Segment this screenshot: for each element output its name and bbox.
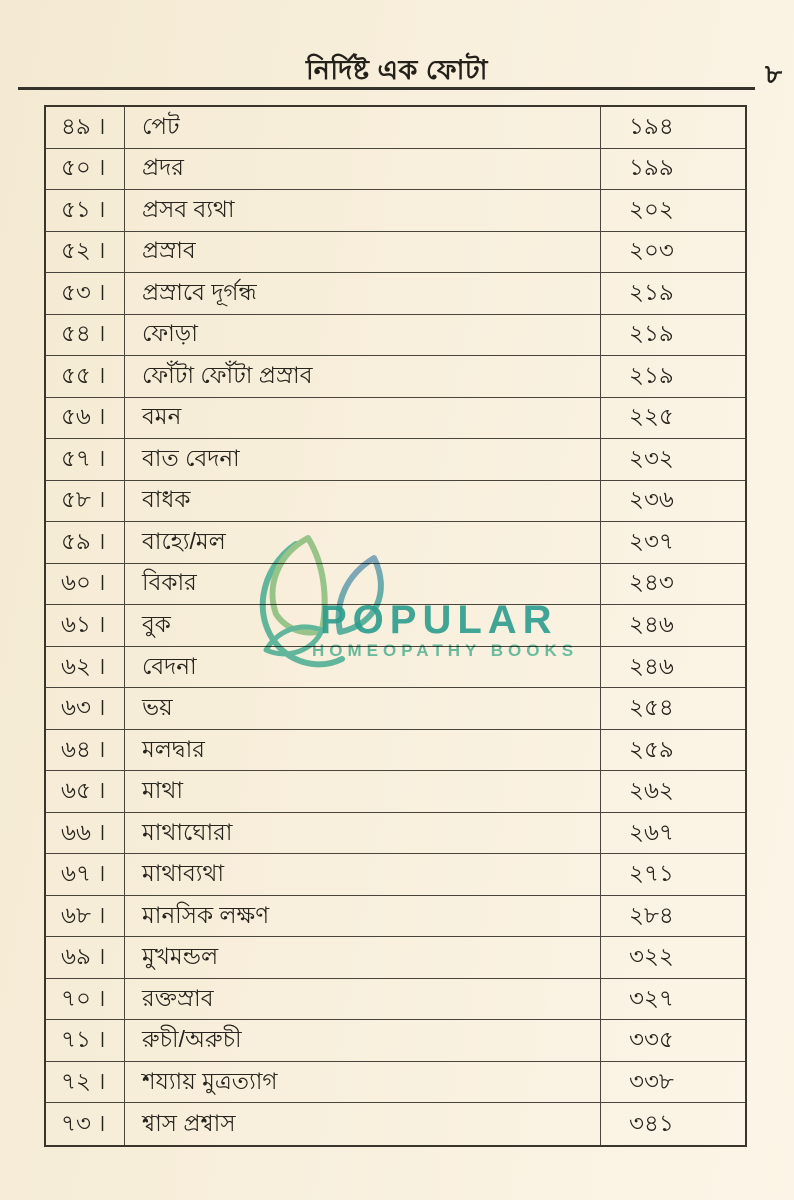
cell-title: বমন [124, 398, 600, 439]
watermark-brand-text: POPULAR [320, 598, 558, 642]
table-row [46, 979, 745, 1021]
cell-title: বাধক [124, 481, 600, 522]
cell-serial: ৫৮ । [61, 486, 106, 513]
cell-page-number: ২৭১ [600, 854, 745, 895]
cell-title: বিকার [124, 564, 600, 605]
cell-serial: ৬৭ । [61, 860, 106, 887]
cell-serial: ৬৩ । [61, 694, 106, 721]
table-row [46, 647, 745, 689]
table-row [46, 481, 745, 523]
cell-title: ফোঁটা ফোঁটা প্রস্রাব [124, 356, 600, 397]
table-row [46, 107, 745, 149]
table-row [46, 854, 745, 896]
cell-page-number: ২১৯ [600, 356, 745, 397]
cell-serial: ৬৮ । [61, 901, 106, 928]
cell-title: পেট [124, 107, 600, 148]
table-row [46, 273, 745, 315]
table-row [46, 190, 745, 232]
table-row [46, 439, 745, 481]
cell-title: ফোড়া [124, 315, 600, 356]
cell-title: মাথা [124, 771, 600, 812]
cell-page-number: ২১৯ [600, 273, 745, 314]
cell-title: রুচী/অরুচী [124, 1020, 600, 1061]
watermark-tagline-text: HOMEOPATHY BOOKS [312, 641, 579, 660]
cell-serial: ৫১ । [61, 195, 106, 222]
cell-title: মলদ্বার [124, 730, 600, 771]
table-row [46, 688, 745, 730]
table-row [46, 1062, 745, 1104]
cell-page-number: ২৩৭ [600, 522, 745, 563]
cell-serial: ৬১ । [61, 610, 106, 637]
cell-title: মাথাব্যথা [124, 854, 600, 895]
cell-title: প্রসব ব্যথা [124, 190, 600, 231]
header-rule [18, 87, 755, 90]
cell-title: শ্বাস প্রশ্বাস [124, 1103, 600, 1145]
cell-title: ভয় [124, 688, 600, 729]
table-row [46, 232, 745, 274]
cell-page-number: ৩২৭ [600, 979, 745, 1020]
cell-serial: ৬৯ । [61, 943, 106, 970]
cell-serial: ৬৪ । [61, 735, 106, 762]
table-row [46, 1020, 745, 1062]
cell-title: শয্যায় মুত্রত্যাগ [124, 1062, 600, 1103]
cell-page-number: ৩৪১ [600, 1103, 745, 1145]
table-row [46, 730, 745, 772]
cell-serial: ৫৩ । [61, 278, 106, 305]
table-row [46, 564, 745, 606]
cell-serial: ৫৯ । [61, 527, 106, 554]
cell-serial: ৫৬ । [61, 403, 106, 430]
cell-title: বুক [124, 605, 600, 646]
table-row [46, 937, 745, 979]
table-row [46, 1103, 745, 1145]
cell-serial: ৭২ । [61, 1067, 106, 1094]
cell-serial: ৫৪ । [61, 320, 106, 347]
cell-serial: ৫০ । [61, 154, 106, 181]
cell-serial: ৭১ । [61, 1026, 106, 1053]
cell-page-number: ২৩৬ [600, 481, 745, 522]
page-title: নির্দিষ্ট এক ফোটা [306, 55, 488, 85]
cell-page-number: ২০২ [600, 190, 745, 231]
cell-title: বেদনা [124, 647, 600, 688]
table-row [46, 522, 745, 564]
cell-page-number: ২৪৬ [600, 647, 745, 688]
cell-title: মুখমন্ডল [124, 937, 600, 978]
table-row [46, 356, 745, 398]
cell-page-number: ২০৩ [600, 232, 745, 273]
cell-page-number: ২৪৩ [600, 564, 745, 605]
cell-serial: ৪৯ । [61, 112, 106, 139]
cell-page-number: ২৫৯ [600, 730, 745, 771]
cell-title: বাহ্যে/মল [124, 522, 600, 563]
cell-title: প্রস্রাবে দূর্গন্ধ [124, 273, 600, 314]
cell-page-number: ২৪৬ [600, 605, 745, 646]
table-row [46, 896, 745, 938]
cell-serial: ৫৫ । [61, 361, 106, 388]
page-number: ৮ [765, 59, 782, 89]
cell-title: বাত বেদনা [124, 439, 600, 480]
table-row [46, 315, 745, 357]
cell-page-number: ১৯৪ [600, 107, 745, 148]
cell-title: প্রদর [124, 149, 600, 190]
table-row [46, 813, 745, 855]
cell-serial: ৬৫ । [61, 777, 106, 804]
cell-page-number: ৩২২ [600, 937, 745, 978]
cell-title: রক্তস্রাব [124, 979, 600, 1020]
cell-serial: ৫২ । [61, 237, 106, 264]
cell-serial: ৬০ । [61, 569, 106, 596]
cell-serial: ৭৩ । [61, 1109, 106, 1136]
table-row [46, 605, 745, 647]
table-row [46, 149, 745, 191]
cell-title: মাথাঘোরা [124, 813, 600, 854]
table-row [46, 398, 745, 440]
cell-title: প্রস্রাব [124, 232, 600, 273]
cell-page-number: ২১৯ [600, 315, 745, 356]
cell-title: মানসিক লক্ষণ [124, 896, 600, 937]
cell-serial: ৫৭ । [61, 444, 106, 471]
cell-page-number: ২২৫ [600, 398, 745, 439]
cell-page-number: ২৫৪ [600, 688, 745, 729]
cell-page-number: ৩৩৫ [600, 1020, 745, 1061]
cell-page-number: ১৯৯ [600, 149, 745, 190]
cell-page-number: ২৮৪ [600, 896, 745, 937]
table-row [46, 771, 745, 813]
contents-table [44, 105, 747, 1147]
cell-page-number: ২৬২ [600, 771, 745, 812]
cell-page-number: ৩৩৮ [600, 1062, 745, 1103]
cell-serial: ৬৬ । [61, 818, 106, 845]
cell-serial: ৭০ । [61, 984, 106, 1011]
cell-serial: ৬২ । [61, 652, 106, 679]
cell-page-number: ২৬৭ [600, 813, 745, 854]
cell-page-number: ২৩২ [600, 439, 745, 480]
